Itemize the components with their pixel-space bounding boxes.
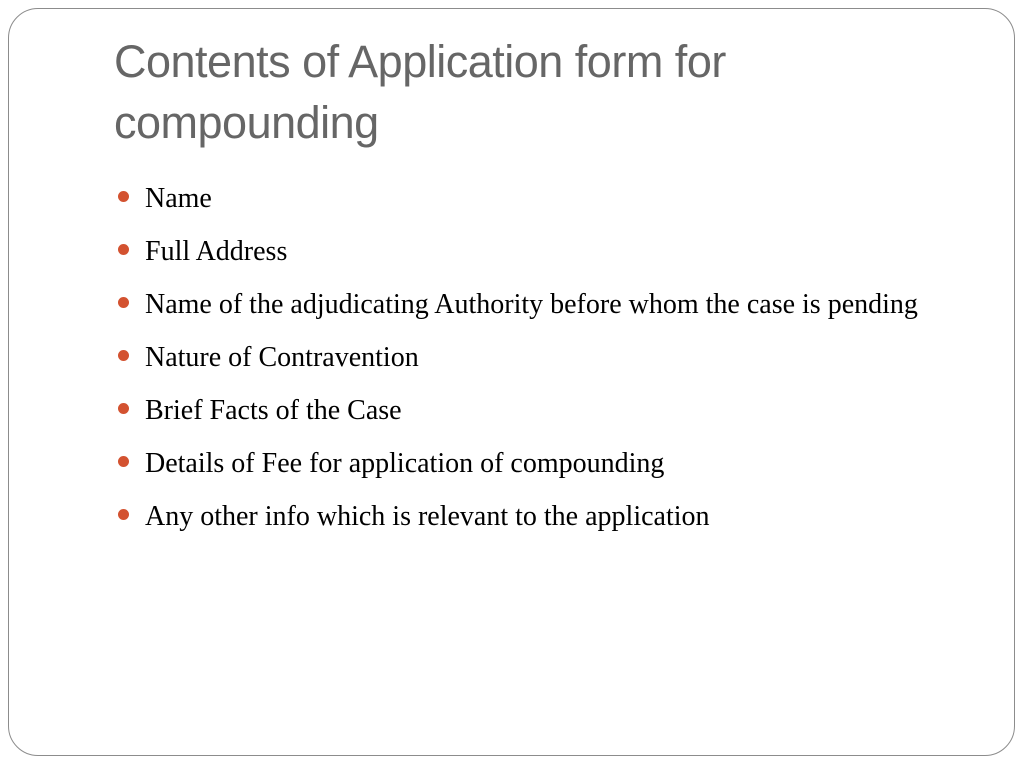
bullet-dot-icon — [118, 509, 129, 520]
bullet-dot-icon — [118, 403, 129, 414]
slide-title: Contents of Application form for compounding — [114, 36, 726, 148]
bullet-list — [114, 177, 964, 548]
list-item — [114, 230, 964, 273]
bullet-dot-icon — [118, 350, 129, 361]
slide-frame — [8, 8, 1015, 756]
bullet-text: Brief Facts of the Case — [145, 395, 402, 426]
bullet-text: Name — [145, 183, 212, 214]
bullet-dot-icon — [118, 297, 129, 308]
list-item — [114, 442, 964, 485]
bullet-text: Nature of Contravention — [145, 342, 419, 373]
list-item — [114, 336, 964, 379]
list-item — [114, 495, 964, 538]
bullet-text: Details of Fee for application of compounding — [145, 448, 665, 479]
bullet-dot-icon — [118, 191, 129, 202]
bullet-dot-icon — [118, 244, 129, 255]
bullet-dot-icon — [118, 456, 129, 467]
bullet-text: Name of the adjudicating Authority before whom the case is pending — [145, 289, 918, 320]
bullet-text: Full Address — [145, 236, 288, 267]
list-item — [114, 389, 964, 432]
list-item — [114, 177, 964, 220]
bullet-text: Any other info which is relevant to the application — [145, 501, 710, 532]
list-item — [114, 283, 964, 326]
